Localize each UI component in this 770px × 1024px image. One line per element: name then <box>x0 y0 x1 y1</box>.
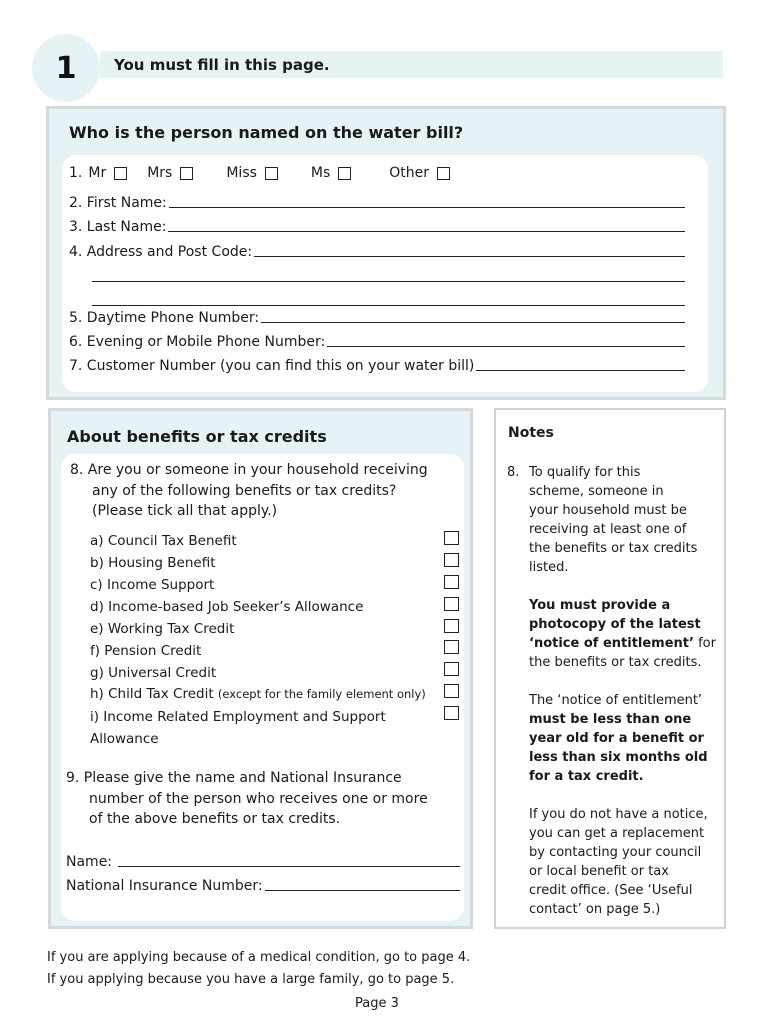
q8-line-3: (Please tick all that apply.) <box>92 503 278 519</box>
address-line-2[interactable] <box>92 281 685 282</box>
address-line-3[interactable] <box>92 305 685 306</box>
notes-text-line: or local benefit or tax <box>529 864 669 879</box>
q9-line-1: 9. Please give the name and National Insurance <box>66 770 402 786</box>
universal-checkbox[interactable] <box>444 662 459 676</box>
customer-number-label: 7. Customer Number (you can find this on your water bill) <box>69 358 475 374</box>
evening-phone-line[interactable] <box>327 345 685 347</box>
address-field[interactable] <box>69 244 685 260</box>
ni-number-field[interactable] <box>66 878 460 894</box>
step-number: 1 <box>55 50 77 86</box>
notes-bold-line: year old for a benefit or <box>529 731 704 746</box>
notes-text-line: The ‘notice of entitlement’ <box>529 693 703 708</box>
claimant-name-field[interactable] <box>66 854 460 870</box>
housing-checkbox[interactable] <box>444 553 459 567</box>
q8-line-2: any of the following benefits or tax credits? <box>92 482 397 499</box>
daytime-phone-label: 5. Daytime Phone Number: <box>69 310 260 326</box>
last-name-label: 3. Last Name: <box>69 219 167 235</box>
benefit-universal: g) Universal Credit <box>90 665 217 681</box>
q9-text <box>66 768 428 830</box>
first-name-field[interactable] <box>69 195 685 211</box>
notes-text-line: you can get a replacement <box>529 826 705 841</box>
benefits-title: About benefits or tax credits <box>67 427 327 446</box>
notes-text-line: listed. <box>529 560 569 575</box>
child-tax-note: (except for the family element only) <box>217 687 426 701</box>
benefit-council-tax: a) Council Tax Benefit <box>90 533 237 549</box>
benefit-housing: b) Housing Benefit <box>90 555 216 571</box>
income-support-checkbox[interactable] <box>444 575 459 589</box>
header-instruction: You must fill in this page. <box>114 55 330 74</box>
header-instruction-bar <box>100 51 723 78</box>
daytime-phone-field[interactable] <box>69 310 685 326</box>
customer-number-line[interactable] <box>476 369 685 371</box>
notes-text-line: your household must be <box>529 503 687 518</box>
notes-bold-line: less than six months old <box>529 750 708 765</box>
evening-phone-label: 6. Evening or Mobile Phone Number: <box>69 334 326 350</box>
notes-bold-line: You must provide a <box>529 598 671 613</box>
notes-text-line: If you do not have a notice, <box>529 807 708 822</box>
notes-tail: for <box>698 636 716 651</box>
address-line-1[interactable] <box>254 255 685 257</box>
water-bill-title: Who is the person named on the water bill? <box>69 123 464 142</box>
title-question-number: 1. <box>69 165 83 181</box>
jsa-checkbox[interactable] <box>444 597 459 611</box>
q8-text <box>70 460 428 522</box>
notes-title: Notes <box>508 425 554 441</box>
last-name-line[interactable] <box>168 230 685 232</box>
title-option-mrs[interactable] <box>147 165 193 181</box>
notes-text-line: To qualify for this <box>529 465 641 480</box>
title-option-miss[interactable] <box>226 165 278 181</box>
address-label: 4. Address and Post Code: <box>69 244 253 260</box>
notes-text-line: the benefits or tax credits. <box>529 655 702 670</box>
option-label: Miss <box>226 165 257 181</box>
title-options-row <box>69 165 474 181</box>
notes-text-line: contact’ on page 5.) <box>529 902 661 917</box>
benefit-income-support: c) Income Support <box>90 577 215 593</box>
option-label: Mrs <box>147 165 173 181</box>
notes-text-line: scheme, someone in <box>529 484 664 499</box>
council-tax-checkbox[interactable] <box>444 531 459 545</box>
title-option-other[interactable] <box>389 165 450 181</box>
water-bill-section <box>46 106 726 400</box>
footer-medical-note: If you are applying because of a medical condition, go to page 4. <box>47 950 471 965</box>
working-tax-checkbox[interactable] <box>444 619 459 633</box>
daytime-phone-line[interactable] <box>261 321 685 323</box>
title-option-mr[interactable] <box>88 165 127 181</box>
ms-checkbox[interactable] <box>338 167 351 180</box>
notes-bold-line: must be less than one <box>529 712 692 727</box>
benefit-child-tax <box>90 686 426 702</box>
notes-text-line: receiving at least one of <box>529 522 687 537</box>
esa-checkbox[interactable] <box>444 706 459 720</box>
q9-line-2: number of the person who receives one or more <box>89 790 428 807</box>
mr-checkbox[interactable] <box>114 167 127 180</box>
notes-bold-phrase: ‘notice of entitlement’ <box>529 636 694 651</box>
ni-number-line[interactable] <box>265 889 460 891</box>
claimant-name-label: Name: <box>66 854 113 870</box>
page-number: Page 3 <box>355 996 399 1011</box>
step-number-badge <box>32 34 100 102</box>
pension-checkbox[interactable] <box>444 640 459 654</box>
option-label: Mr <box>88 165 107 181</box>
ni-number-label: National Insurance Number: <box>66 878 263 894</box>
claimant-name-line[interactable] <box>118 865 460 867</box>
customer-number-field[interactable] <box>69 358 685 374</box>
q9-line-3: of the above benefits or tax credits. <box>89 811 341 827</box>
q8-line-1: 8. Are you or someone in your household receiving <box>70 462 428 478</box>
evening-phone-field[interactable] <box>69 334 685 350</box>
other-checkbox[interactable] <box>437 167 450 180</box>
notes-bold-line: photocopy of the latest <box>529 617 701 632</box>
benefit-esa: i) Income Related Employment and Support <box>90 709 386 725</box>
benefit-pension: f) Pension Credit <box>90 643 202 659</box>
child-tax-label: h) Child Tax Credit <box>90 686 214 702</box>
benefit-esa-line-2: Allowance <box>90 731 159 747</box>
miss-checkbox[interactable] <box>265 167 278 180</box>
notes-number: 8. <box>507 465 520 480</box>
benefit-jsa: d) Income-based Job Seeker’s Allowance <box>90 599 364 615</box>
notes-text-line: the benefits or tax credits <box>529 541 698 556</box>
first-name-label: 2. First Name: <box>69 195 167 211</box>
benefit-working-tax: e) Working Tax Credit <box>90 621 235 637</box>
footer-family-note: If you applying because you have a large family, go to page 5. <box>47 972 455 987</box>
mrs-checkbox[interactable] <box>180 167 193 180</box>
notes-body <box>529 463 724 919</box>
last-name-field[interactable] <box>69 219 685 235</box>
title-option-ms[interactable] <box>311 165 351 181</box>
notes-text-line: by contacting your council <box>529 845 702 860</box>
first-name-line[interactable] <box>169 206 685 208</box>
option-label: Other <box>389 165 430 181</box>
notes-bold-line: for a tax credit. <box>529 769 644 784</box>
child-tax-checkbox[interactable] <box>444 684 459 698</box>
notes-text-line: credit office. (See ‘Useful <box>529 883 693 898</box>
option-label: Ms <box>310 165 331 181</box>
water-bill-form <box>62 155 708 392</box>
notes-mixed-line <box>529 634 724 653</box>
